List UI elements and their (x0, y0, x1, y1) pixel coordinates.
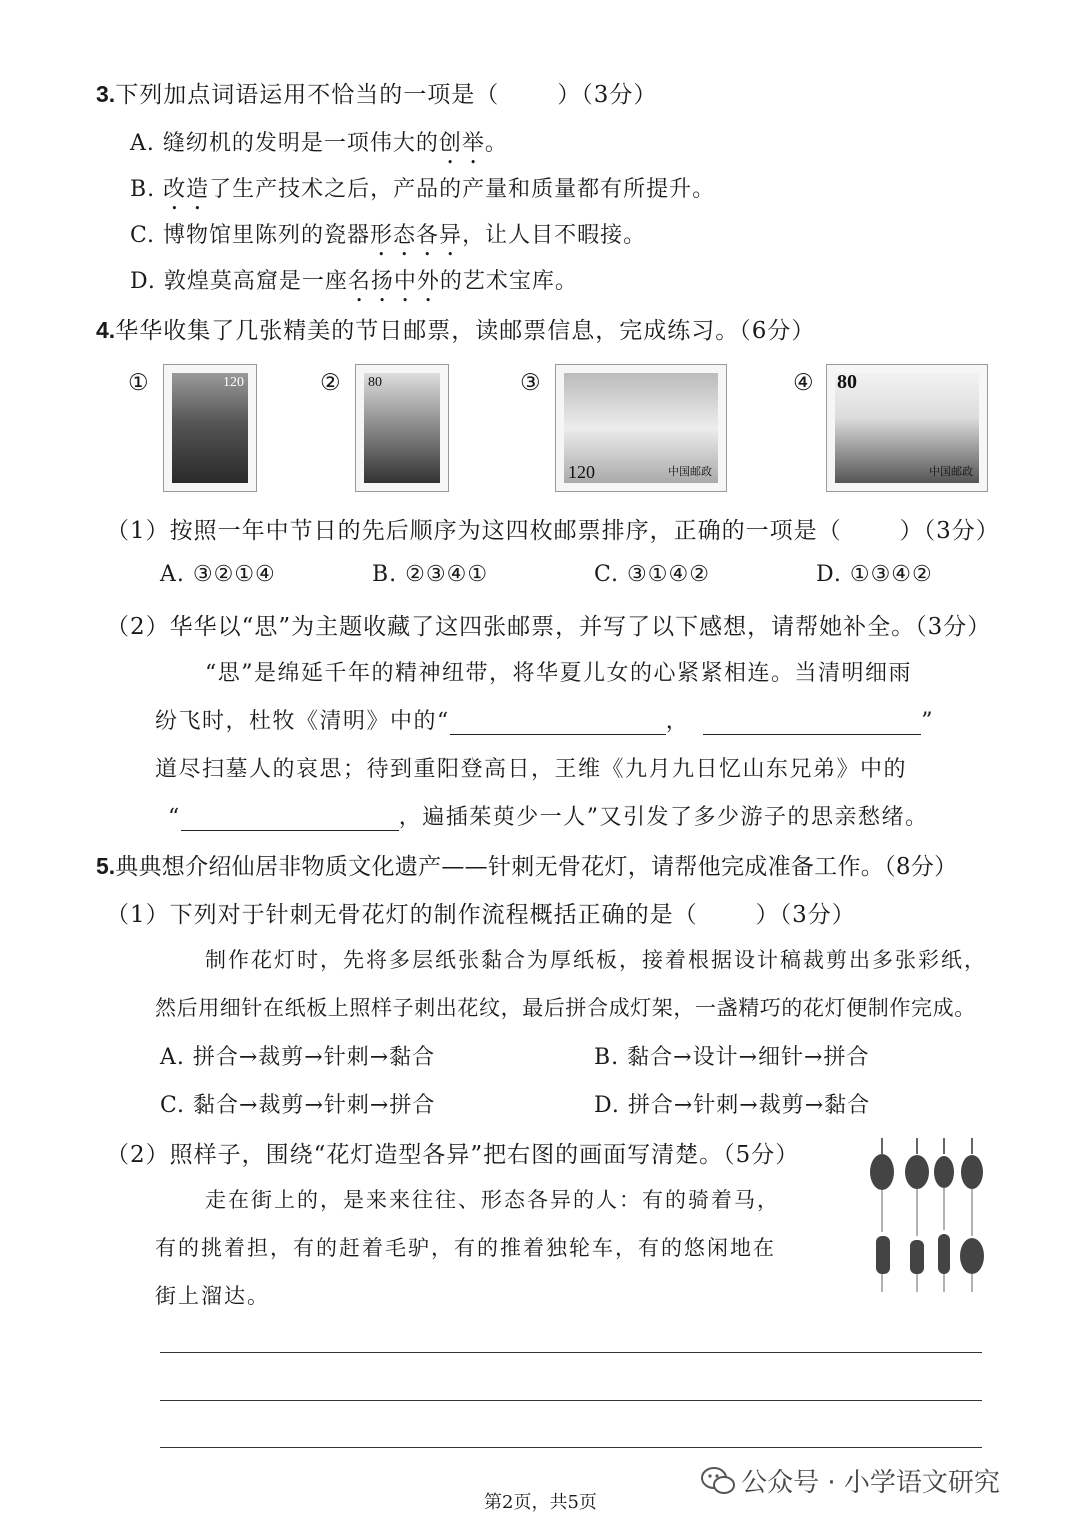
q4-sub1-option-a: A. ③②①④ (160, 562, 276, 587)
watermark: 公众号 · 小学语文研究 (700, 1462, 1000, 1499)
q3-b-dot-1: 改造 (163, 177, 210, 202)
q5-sub1-passage-line1: 制作花灯时，先将多层纸张黏合为厚纸板，接着根据设计稿裁剪出多张彩纸， (205, 948, 987, 972)
answer-line-1[interactable] (160, 1352, 982, 1353)
q5-sub2-example-line1: 走在街上的，是来来往往、形态各异的人：有的骑着马， (205, 1188, 780, 1212)
q4-sub1-option-b: B. ②③④① (372, 562, 489, 587)
stamp-3-label: ③ (520, 370, 542, 396)
stamp-3-image: 120 中国邮政 (555, 364, 727, 492)
q4-stem (96, 312, 815, 345)
stamp-4-label: ④ (793, 370, 815, 396)
q4-sub2-line2: 纷飞时，杜牧《清明》中的“ ， ” (155, 709, 935, 734)
answer-line-3[interactable] (160, 1447, 982, 1448)
q5-stem-text: 典典想介绍仙居非物质文化遗产——针刺无骨花灯，请帮他完成准备工作。（8分） (115, 854, 958, 880)
q3-number: 3. (96, 81, 116, 107)
q3-score: ）（3分） (557, 82, 658, 108)
q4-sub1-stem: （1）按照一年中节日的先后顺序为这四枚邮票排序，正确的一项是（ ）（3分） (106, 518, 1000, 544)
q3-option-a: A. 缝纫机的发明是一项伟大的创举。 (130, 131, 508, 156)
q3-option-c: C. 博物馆里陈列的瓷器形态各异，让人目不暇接。 (130, 223, 647, 248)
q5-stem (96, 848, 957, 881)
q4-sub1-option-c: C. ③①④② (594, 562, 710, 587)
q4-sub2-stem: （2）华华以“思”为主题收藏了这四张邮票，并写了以下感想，请帮她补全。（3分） (106, 614, 992, 640)
poem-blank-2[interactable] (703, 712, 921, 735)
q5-sub1-stem: （1）下列对于针刺无骨花灯的制作流程概括正确的是（ ）（3分） (106, 902, 856, 928)
q5-sub1-option-a: A. 拼合→裁剪→针刺→黏合 (160, 1045, 436, 1070)
answer-line-2[interactable] (160, 1400, 982, 1401)
q4-sub1-option-d: D. ①③④② (816, 562, 933, 587)
stamp-4-image: 80 中国邮政 (826, 364, 988, 492)
wechat-icon (700, 1466, 736, 1496)
q4-sub2-line4: “ ，遍插茱萸少一人”又引发了多少游子的思亲愁绪。 (168, 805, 929, 830)
q3-option-d: D. 敦煌莫高窟是一座名扬中外的艺术宝库。 (130, 269, 578, 294)
q4-number: 4. (96, 317, 116, 343)
q5-sub1-option-d: D. 拼合→针刺→裁剪→黏合 (594, 1093, 871, 1118)
q4-sub2-line1: “思”是绵延千年的精神纽带，将华夏儿女的心紧紧相连。当清明细雨 (205, 661, 912, 686)
q3-stem (96, 76, 657, 109)
q5-sub1-option-b: B. 黏合→设计→细针→拼合 (594, 1045, 870, 1070)
stamp-1-label: ① (128, 370, 150, 396)
stamp-2-image: 80 (355, 364, 449, 492)
q4-stem-text: 华华收集了几张精美的节日邮票，读邮票信息，完成练习。（6分） (115, 318, 816, 344)
q5-sub1-option-c: C. 黏合→裁剪→针刺→拼合 (160, 1093, 436, 1118)
q5-sub2-example-line3: 街上溜达。 (155, 1284, 270, 1308)
stamp-2-label: ② (320, 370, 342, 396)
q5-sub2-stem: （2）照样子，围绕“花灯造型各异”把右图的画面写清楚。（5分） (106, 1142, 800, 1168)
q5-sub1-passage-line2: 然后用细针在纸板上照样子刺出花纹，最后拼合成灯架，一盏精巧的花灯便制作完成。 (155, 996, 976, 1020)
page-number: 第2页，共5页 (484, 1492, 597, 1513)
q3-option-b: B. 改造了生产技术之后，产品的产量和质量都有所提升。 (130, 177, 716, 202)
poem-blank-3[interactable] (181, 808, 399, 831)
lantern-illustration (862, 1136, 992, 1296)
q5-sub2-example-line2: 有的挑着担，有的赶着毛驴，有的推着独轮车，有的悠闲地在 (155, 1236, 776, 1260)
q4-sub2-line3: 道尽扫墓人的哀思；待到重阳登高日，王维《九月九日忆山东兄弟》中的 (155, 757, 908, 782)
poem-blank-1[interactable] (450, 712, 666, 735)
q3-stem-text: 下列加点词语运用不恰当的一项是（ (115, 82, 500, 108)
q5-number: 5. (96, 853, 116, 879)
stamp-1-image: 120 (163, 364, 257, 492)
